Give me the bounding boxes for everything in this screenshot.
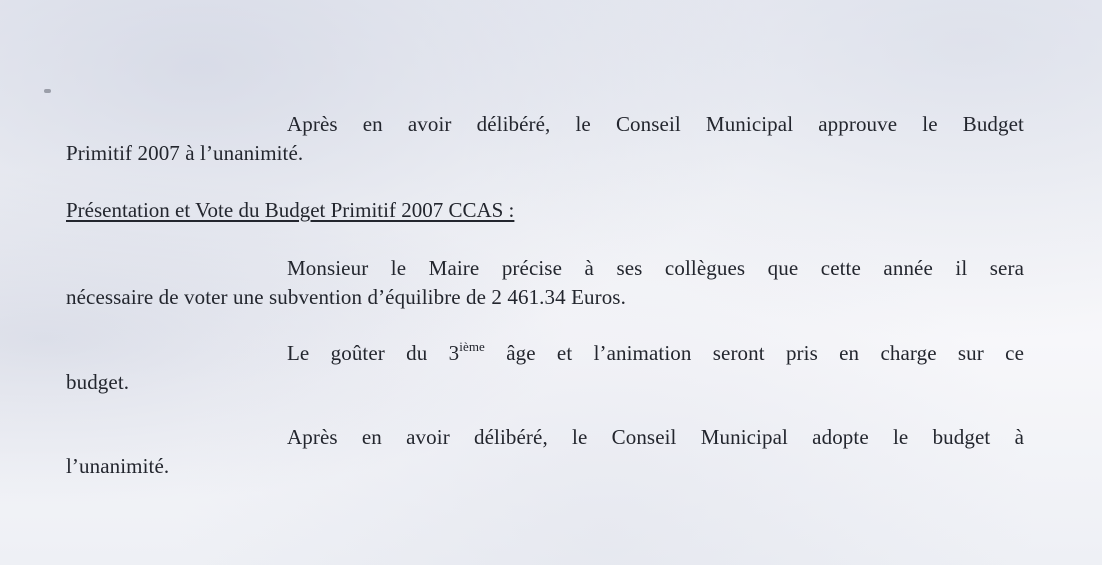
paragraph-subvention [66,254,1024,312]
paragraph-subvention-line2: nécessaire de voter une subvention d’équilibre de 2 461.34 Euros. [66,285,626,309]
paragraph-gouter-line1-end: âge et l’animation seront pris en charge sur ce [484,341,1024,365]
paragraph-budget-approval [66,110,1024,168]
paragraph-budget-adoption-line1: Après en avoir délibéré, le Conseil Municipal adopte le budget à [287,425,1024,449]
paragraph-budget-approval-line1: Après en avoir délibéré, le Conseil Municipal approuve le Budget [287,112,1024,136]
paragraph-budget-approval-line2: Primitif 2007 à l’unanimité. [66,141,304,165]
ordinal-superscript: ième [459,339,485,354]
paragraph-budget-adoption-line2: l’unanimité. [66,454,170,478]
paragraph-gouter-line2: budget. [66,370,130,394]
paper-speck [44,89,51,93]
paragraph-gouter-line1-start: Le goûter du 3 [287,341,460,365]
section-heading-ccas: Présentation et Vote du Budget Primitif 2007 CCAS : [66,198,515,222]
paragraph-budget-adoption [66,423,1024,481]
paragraph-subvention-line1: Monsieur le Maire précise à ses collègues que cette année il sera [287,256,1024,280]
paragraph-gouter [66,339,1024,397]
